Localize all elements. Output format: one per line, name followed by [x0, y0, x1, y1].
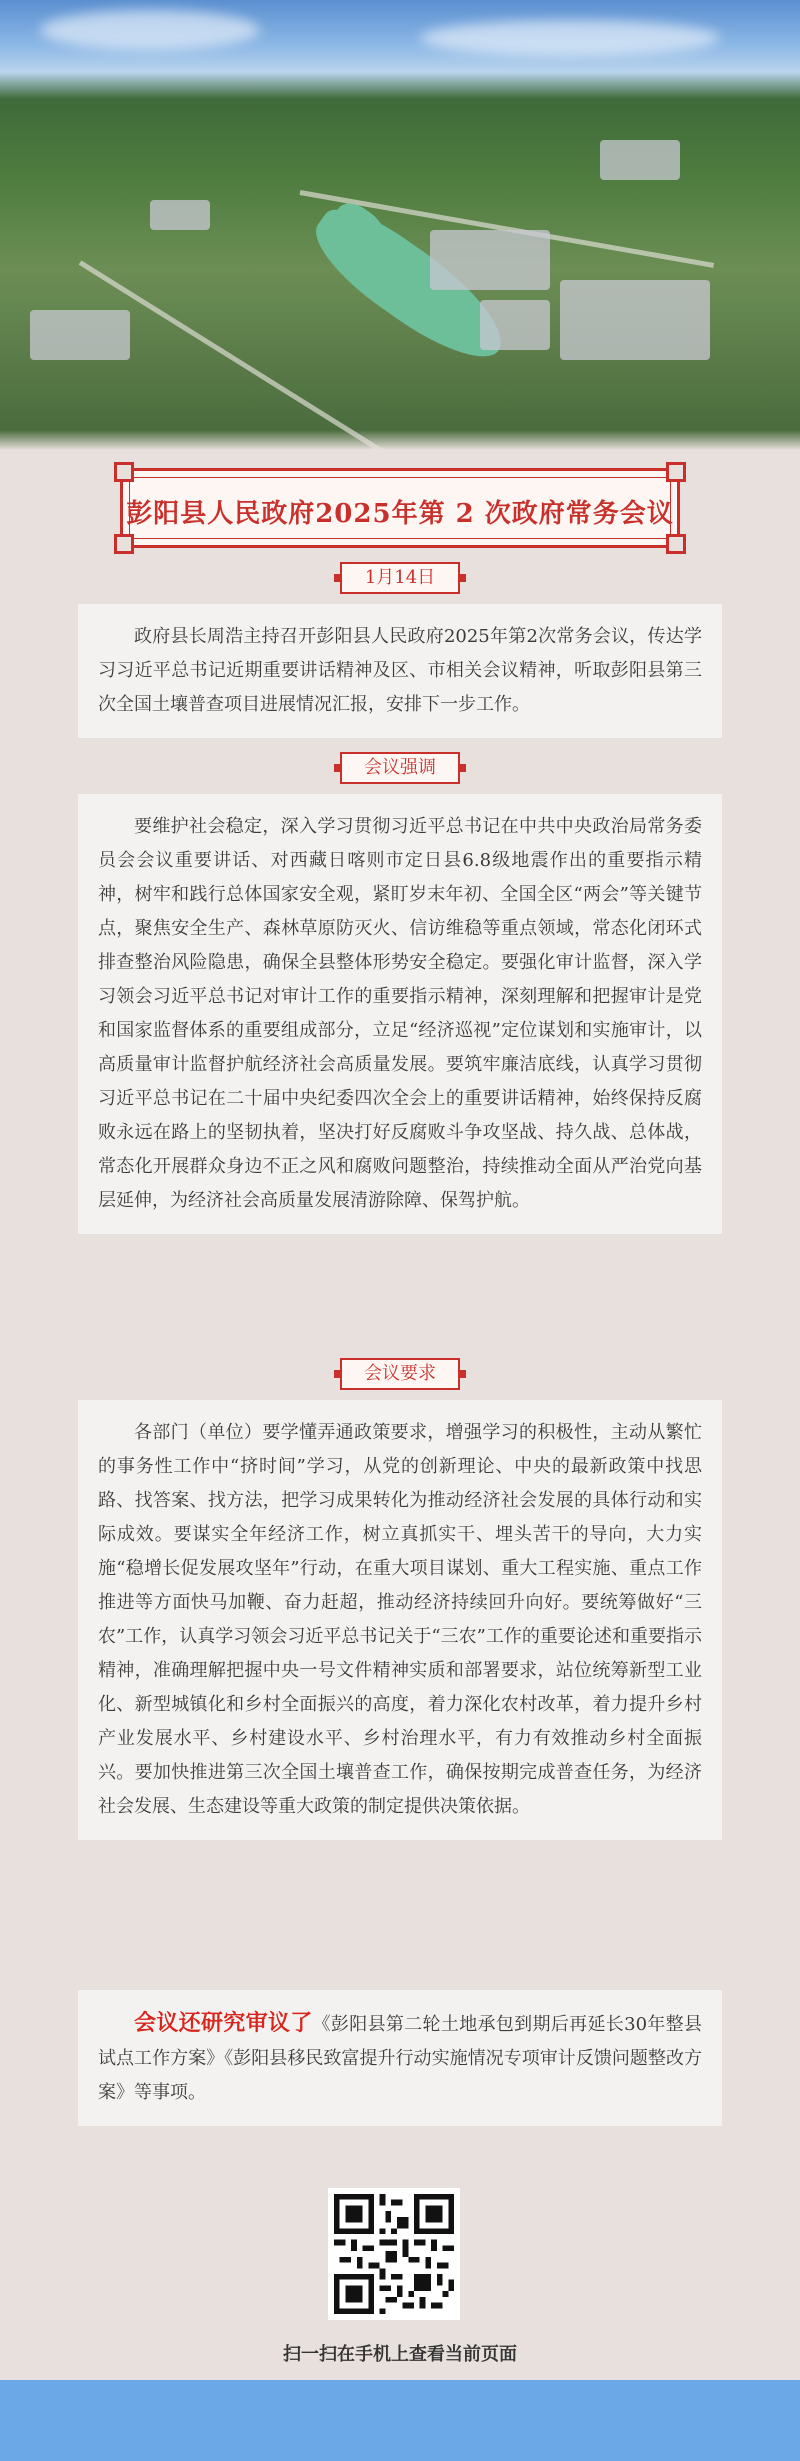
review-highlight: 会议还研究审议了	[134, 2010, 313, 2036]
requirements-tag: 会议要求	[340, 1358, 460, 1390]
header-fade	[0, 430, 800, 450]
page-title: 彭阳县人民政府2025年第 2 次政府常务会议	[126, 499, 674, 529]
footer-bar	[0, 2380, 800, 2461]
review-paragraph	[78, 1990, 722, 2126]
emphasis-paragraph: 要维护社会稳定，深入学习贯彻习近平总书记在中共中央政治局常务委员会会议重要讲话、对西藏日喀则市定日县6.8级地震作出的重要指示精神，树牢和践行总体国家安全观，紧盯岁末年初、全国全区“两会”等关键节点，聚焦安全生产、森林草原防灭火、信访维稳等重点领域，常态化闭环式排查整治风险隐患，确保全县整体形势安全稳定。要强化审计监督，深入学习领会习近平总书记对审计工作的重要指示精神，深刻理解和把握审计是党和国家监督体系的重要组成部分，立足“经济巡视”定位谋划和实施审计，以高质量审计监督护航经济社会高质量发展。要筑牢廉洁底线，认真学习贯彻习近平总书记在二十届中央纪委四次全会上的重要讲话精神，始终保持反腐败永远在路上的坚韧执着，坚决打好反腐败斗争攻坚战、持久战、总体战，常态化开展群众身边不正之风和腐败问题整治，持续推动全面从严治党向基层延伸，为经济社会高质量发展清游除障、保驾护航。	[78, 794, 722, 1234]
review-text: 《彭阳县第二轮土地承包到期后再延长30年整县试点工作方案》《彭阳县移民致富提升行动实施情况专项审计反馈问题整改方案》等事项。	[98, 2014, 702, 2103]
title-banner	[120, 468, 680, 548]
qr-code-icon[interactable]	[328, 2188, 460, 2320]
emphasis-tag: 会议强调	[340, 752, 460, 784]
intro-paragraph: 政府县长周浩主持召开彭阳县人民政府2025年第2次常务会议，传达学习习近平总书记近期重要讲话精神及区、市相关会议精神，听取彭阳县第三次全国土壤普查项目进展情况汇报，安排下一步工作。	[78, 604, 722, 738]
qr-caption: 扫一扫在手机上查看当前页面	[283, 2344, 517, 2365]
date-tag: 1月14日	[340, 562, 460, 594]
header-photo	[0, 0, 800, 450]
requirements-paragraph: 各部门（单位）要学懂弄通政策要求，增强学习的积极性，主动从繁忙的事务性工作中“挤时间”学习，从党的创新理论、中央的最新政策中找思路、找答案、找方法，把学习成果转化为推动经济社会发展的具体行动和实际成效。要谋实全年经济工作，树立真抓实干、埋头苦干的导向，大力实施“稳增长促发展攻坚年”行动，在重大项目谋划、重大工程实施、重点工作推进等方面快马加鞭、奋力赶超，推动经济持续回升向好。要统筹做好“三农”工作，认真学习领会习近平总书记关于“三农”工作的重要论述和重要指示精神，准确理解把握中央一号文件精神实质和部署要求，站位统筹新型工业化、新型城镇化和乡村全面振兴的高度，着力深化农村改革，着力提升乡村产业发展水平、乡村建设水平、乡村治理水平，有力有效推动乡村全面振兴。要加快推进第三次全国土壤普查工作，确保按期完成普查任务，为经济社会发展、生态建设等重大政策的制定提供决策依据。	[78, 1400, 722, 1840]
